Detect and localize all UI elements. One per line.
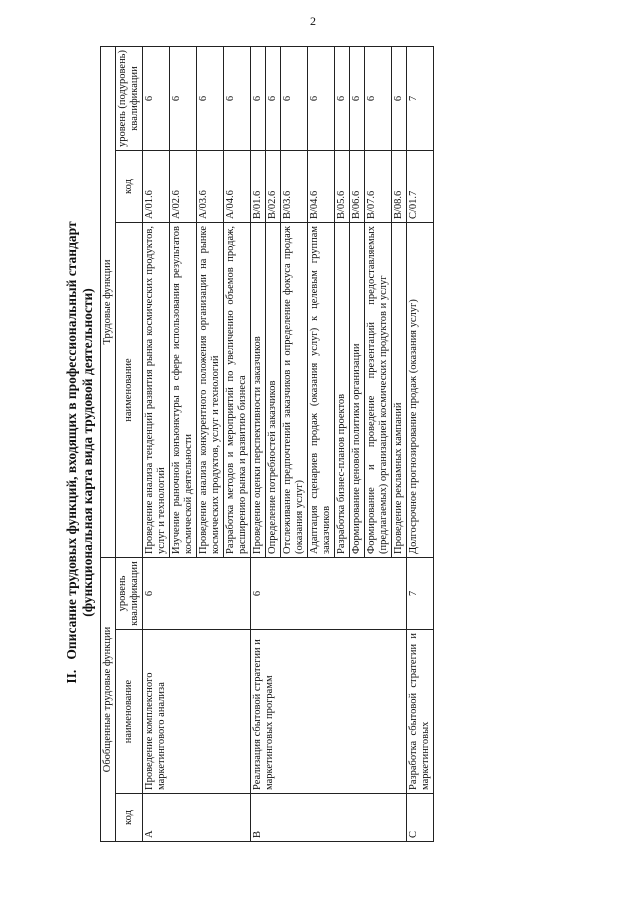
function-code: B/04.6 <box>308 151 335 223</box>
function-level: 6 <box>281 46 308 150</box>
function-level: 6 <box>197 46 224 150</box>
function-name: Проведение анализа конкурентного положения организации на рынке космических продуктов, услуг и технологий <box>197 223 224 558</box>
function-level: 6 <box>392 46 407 150</box>
function-level: 6 <box>251 46 266 150</box>
col-header-function-code: код <box>116 151 143 223</box>
function-code: A/02.6 <box>170 151 197 223</box>
function-name: Формирование и проведение презентаций предоставляемых (предлагаемых) организацией космических продуктов и услуг <box>365 223 392 558</box>
page-number: 2 <box>310 14 316 28</box>
function-code: A/04.6 <box>224 151 251 223</box>
functional-map-table <box>100 46 434 842</box>
gen-level: 6 <box>251 558 407 630</box>
function-name: Разработка методов и мероприятий по увеличению объемов продаж, расширению рынка и развитию бизнеса <box>224 223 251 558</box>
function-code: B/06.6 <box>350 151 365 223</box>
gen-name: Реализация сбытовой стратегии и маркетинговых программ <box>251 630 407 794</box>
col-header-name: наименование <box>116 630 143 794</box>
section-title: Описание трудовых функций, входящих в профессиональный стандарт <box>64 221 79 660</box>
function-name: Отслеживание предпочтений заказчиков и определение фокуса продаж (оказания услуг) <box>281 223 308 558</box>
function-level: 6 <box>308 46 335 150</box>
function-code: B/05.6 <box>335 151 350 223</box>
function-code: B/02.6 <box>266 151 281 223</box>
function-code: C/01.7 <box>407 151 434 223</box>
gen-level: 6 <box>143 558 251 630</box>
function-code: B/03.6 <box>281 151 308 223</box>
function-name: Проведение оценки перспективности заказчиков <box>251 223 266 558</box>
function-name: Определение потребностей заказчиков <box>266 223 281 558</box>
gen-code: A <box>143 794 251 842</box>
function-name: Формирование ценовой политики организации <box>350 223 365 558</box>
group-header-generalized: Обобщенные трудовые функции <box>101 558 116 842</box>
gen-code: C <box>407 794 434 842</box>
function-code: B/01.6 <box>251 151 266 223</box>
table-row <box>407 46 434 841</box>
gen-level: 7 <box>407 558 434 630</box>
function-level: 6 <box>335 46 350 150</box>
col-header-function-name: наименование <box>116 223 143 558</box>
table-row <box>143 46 170 841</box>
function-name: Разработка бизнес-планов проектов <box>335 223 350 558</box>
function-code: B/08.6 <box>392 151 407 223</box>
gen-name: Разработка сбытовой стратегии и маркетинговых <box>407 630 434 794</box>
gen-name: Проведение комплексного маркетингового анализа <box>143 630 251 794</box>
function-name: Адаптация сценариев продаж (оказания услуг) к целевым группам заказчиков <box>308 223 335 558</box>
section-heading <box>64 0 96 905</box>
section-subtitle: (функциональная карта вида трудовой деятельности) <box>80 288 95 617</box>
function-name: Долгосрочное прогнозирование продаж (оказания услуг) <box>407 223 434 558</box>
function-code: A/03.6 <box>197 151 224 223</box>
function-level: 6 <box>266 46 281 150</box>
function-name: Изучение рыночной конъюнктуры в сфере использования результатов космической деятельности <box>170 223 197 558</box>
function-name: Проведение рекламных кампаний <box>392 223 407 558</box>
function-name: Проведение анализа тенденций развития рынка космических продуктов, услуг и технологий <box>143 223 170 558</box>
col-header-level: уровень квалификации <box>116 558 143 630</box>
table-row <box>251 46 266 841</box>
function-level: 6 <box>170 46 197 150</box>
gen-code: B <box>251 794 407 842</box>
function-level: 6 <box>350 46 365 150</box>
col-header-code: код <box>116 794 143 842</box>
col-header-sublevel: уровень (подуровень) квалификации <box>116 46 143 150</box>
section-numeral: II. <box>64 669 79 684</box>
function-level: 6 <box>143 46 170 150</box>
function-level: 6 <box>365 46 392 150</box>
function-level: 6 <box>224 46 251 150</box>
group-header-labor: Трудовые функции <box>101 46 116 557</box>
function-code: A/01.6 <box>143 151 170 223</box>
function-level: 7 <box>407 46 434 150</box>
function-code: B/07.6 <box>365 151 392 223</box>
